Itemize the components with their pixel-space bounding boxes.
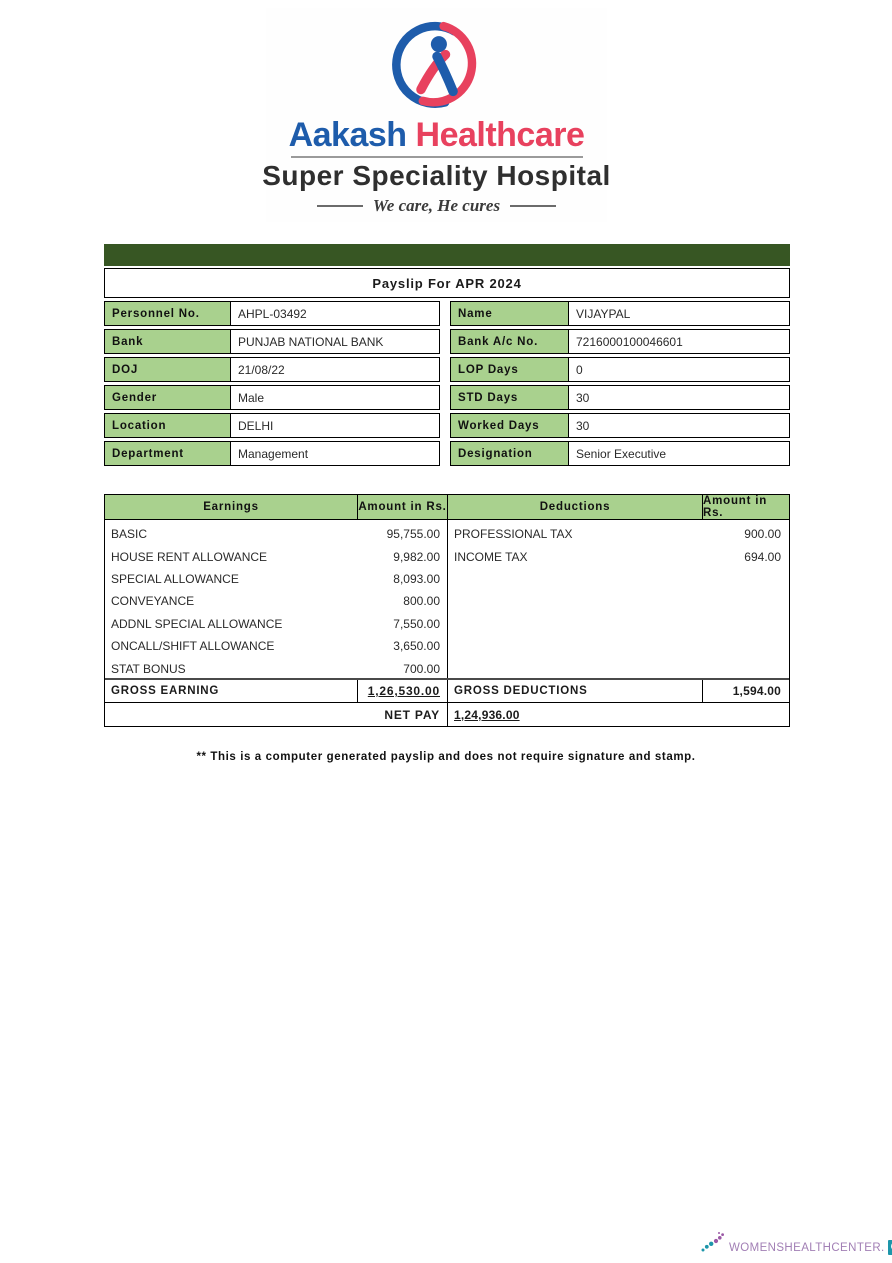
location-label: Location xyxy=(105,414,231,437)
earning-row xyxy=(105,613,447,635)
statement-body xyxy=(105,520,789,678)
earning-label: BASIC xyxy=(111,527,148,542)
deduction-label: INCOME TAX xyxy=(454,549,528,564)
deductions-header: Deductions xyxy=(448,495,703,519)
earning-label: ADDNL SPECIAL ALLOWANCE xyxy=(111,616,283,631)
computer-generated-note: ** This is a computer generated payslip and does not require signature and stamp. xyxy=(196,751,696,763)
hospital-logo xyxy=(262,8,611,222)
deduction-amount: 900.00 xyxy=(744,527,781,542)
earning-row xyxy=(105,545,447,567)
gross-totals-row xyxy=(105,678,789,703)
tagline-dash-right xyxy=(510,205,556,207)
std-days-label: STD Days xyxy=(451,386,569,409)
net-pay-row xyxy=(105,703,789,726)
department-value: Management xyxy=(238,446,309,461)
earning-label: SPECIAL ALLOWANCE xyxy=(111,571,239,586)
bank-value: PUNJAB NATIONAL BANK xyxy=(238,334,384,349)
watermark-badge xyxy=(888,1240,892,1255)
tagline-dash-left xyxy=(317,205,363,207)
gross-earning-label: GROSS EARNING xyxy=(105,680,358,702)
deductions-list xyxy=(448,520,788,678)
tagline-text: We care, He cures xyxy=(372,196,501,216)
earning-row xyxy=(105,523,447,545)
deduction-row xyxy=(448,545,788,567)
deduction-row xyxy=(448,523,788,545)
gender-value: Male xyxy=(238,390,265,405)
doj-label: DOJ xyxy=(105,358,231,381)
worked-days-label: Worked Days xyxy=(451,414,569,437)
name-value: VIJAYPAL xyxy=(576,306,631,321)
info-row-gender xyxy=(104,385,790,410)
brand-name-primary: Aakash xyxy=(288,116,407,154)
info-row-bank xyxy=(104,329,790,354)
brand-divider xyxy=(291,156,583,158)
designation-label: Designation xyxy=(451,442,569,465)
net-pay-label: NET PAY xyxy=(105,703,448,726)
bank-ac-label: Bank A/c No. xyxy=(451,330,569,353)
watermark xyxy=(700,1231,892,1255)
gross-deductions-amount: 1,594.00 xyxy=(732,684,781,698)
info-row-location xyxy=(104,413,790,438)
department-label: Department xyxy=(105,442,231,465)
earnings-amount-header: Amount in Rs. xyxy=(358,495,448,519)
info-row-department xyxy=(104,441,790,466)
earning-amount: 95,755.00 xyxy=(386,527,440,542)
earning-label: STAT BONUS xyxy=(111,661,186,676)
personnel-section xyxy=(104,244,790,469)
earning-row xyxy=(105,657,447,679)
info-row-personnel xyxy=(104,301,790,326)
earnings-list xyxy=(105,520,448,678)
personnel-no-label: Personnel No. xyxy=(105,302,231,325)
gender-label: Gender xyxy=(105,386,231,409)
gross-deductions-label: GROSS DEDUCTIONS xyxy=(448,680,703,702)
deduction-amount: 694.00 xyxy=(744,549,781,564)
statement-table xyxy=(104,494,790,727)
lop-days-label: LOP Days xyxy=(451,358,569,381)
designation-value: Senior Executive xyxy=(576,446,667,461)
watermark-dots-icon xyxy=(700,1231,726,1255)
earning-amount: 700.00 xyxy=(403,661,440,676)
location-value: DELHI xyxy=(238,418,274,433)
watermark-text: WOMENSHEALTHCENTER. xyxy=(729,1242,885,1254)
brand-name-secondary: Healthcare xyxy=(415,116,585,154)
brand-name xyxy=(289,118,585,152)
doj-value: 21/08/22 xyxy=(238,362,285,377)
gross-earning-amount: 1,26,530.00 xyxy=(367,684,440,698)
lop-days-value: 0 xyxy=(576,362,583,377)
hospital-logo-icon xyxy=(381,12,493,116)
payslip-title: Payslip For APR 2024 xyxy=(104,268,790,298)
header-green-bar xyxy=(104,244,790,266)
worked-days-value: 30 xyxy=(576,418,590,433)
brand-subtitle: Super Speciality Hospital xyxy=(262,160,611,191)
earning-amount: 7,550.00 xyxy=(393,616,440,631)
brand-tagline xyxy=(317,196,556,216)
personnel-no-value: AHPL-03492 xyxy=(238,306,307,321)
deductions-amount-header: Amount in Rs. xyxy=(703,495,768,519)
earning-row xyxy=(105,590,447,612)
net-pay-amount: 1,24,936.00 xyxy=(454,707,520,722)
earning-row xyxy=(105,568,447,590)
earning-amount: 8,093.00 xyxy=(393,571,440,586)
earnings-header: Earnings xyxy=(105,495,358,519)
earning-label: CONVEYANCE xyxy=(111,594,195,609)
earning-label: HOUSE RENT ALLOWANCE xyxy=(111,549,268,564)
name-label: Name xyxy=(451,302,569,325)
statement-header-row xyxy=(105,495,789,520)
earning-amount: 800.00 xyxy=(403,594,440,609)
earning-label: ONCALL/SHIFT ALLOWANCE xyxy=(111,639,275,654)
earning-amount: 3,650.00 xyxy=(393,639,440,654)
deduction-label: PROFESSIONAL TAX xyxy=(454,527,573,542)
bank-ac-value: 7216000100046601 xyxy=(576,334,683,349)
bank-label: Bank xyxy=(105,330,231,353)
earning-row xyxy=(105,635,447,657)
std-days-value: 30 xyxy=(576,390,590,405)
earning-amount: 9,982.00 xyxy=(393,549,440,564)
info-row-doj xyxy=(104,357,790,382)
